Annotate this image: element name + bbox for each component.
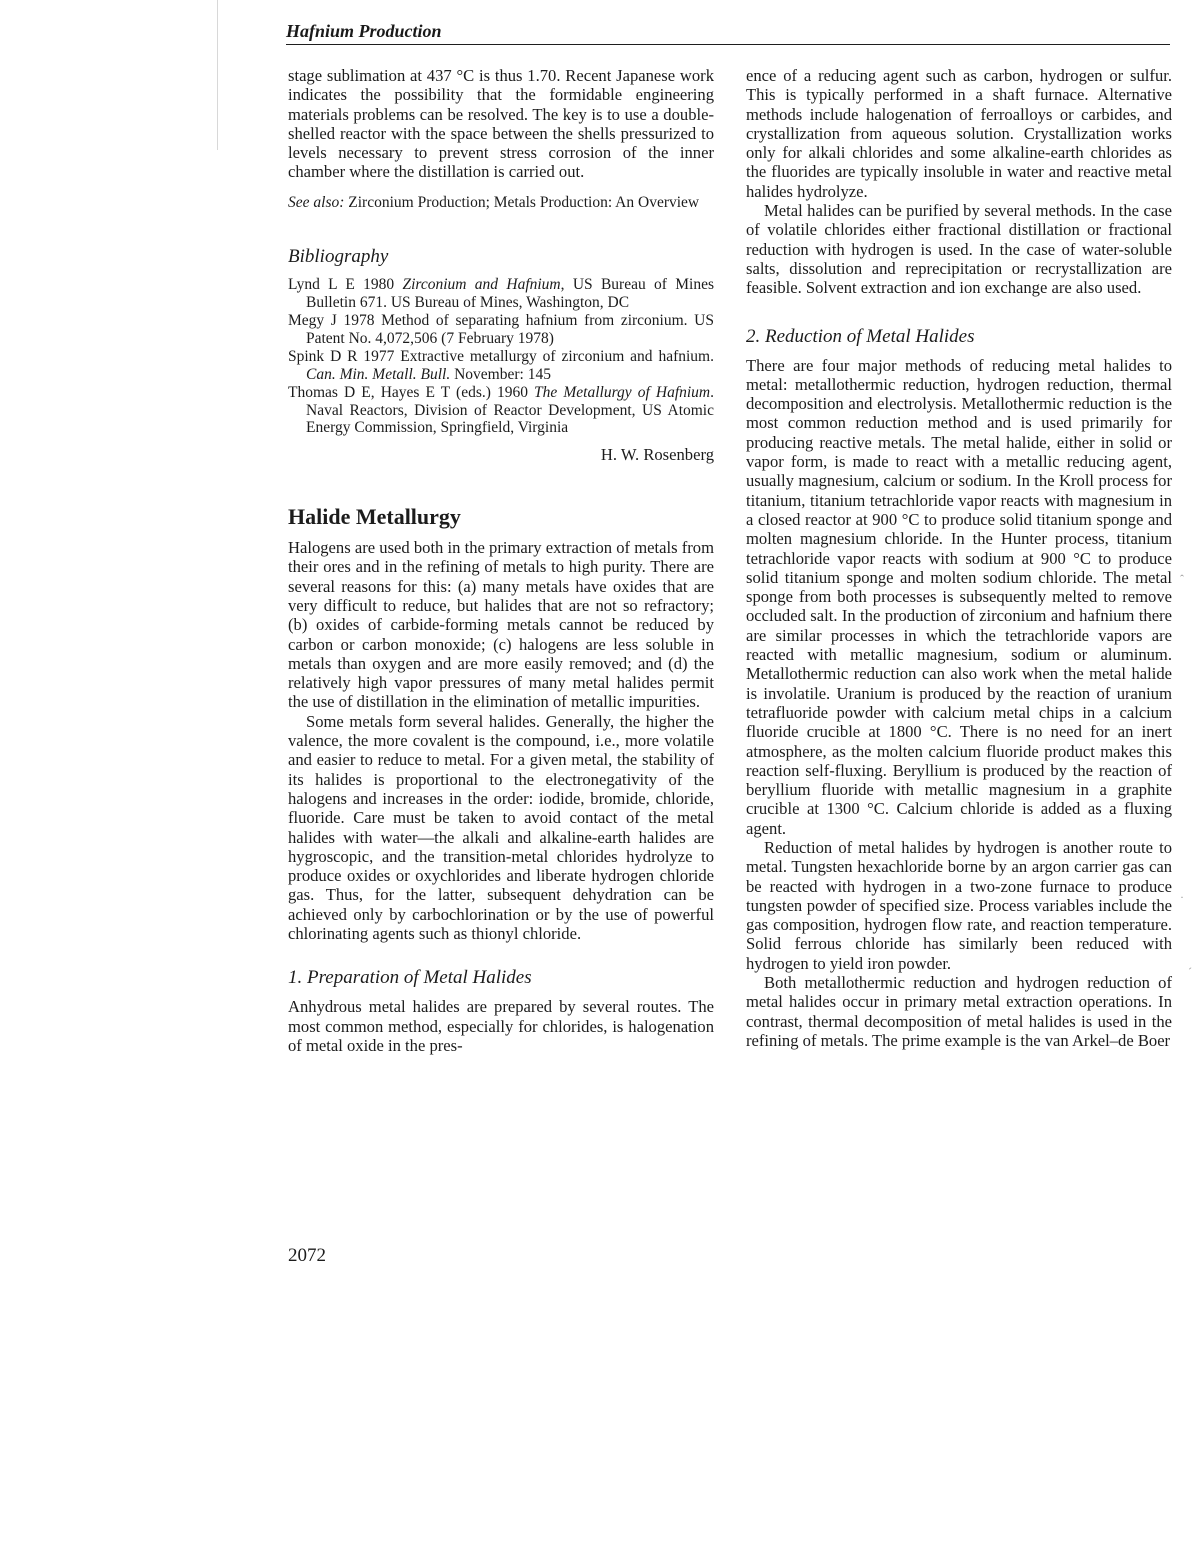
bib-text: Megy J 1978 Method of separating hafnium from zirconium. US Patent No. 4,072,506 (7 February 1978) bbox=[288, 312, 714, 347]
body-paragraph: ence of a reducing agent such as carbon, hydrogen or sulfur. This is typically performed in a shaft furnace. Alternative methods include halogenation of ferroalloys or carbides, and crystallization from aqueous solution. Crystallization works only for alkali chlorides and some alkaline-earth chlorides as the fluorides are typically insoluble in water and reactive metal halides hydrolyze. bbox=[746, 66, 1172, 201]
scan-speck: ˆ bbox=[1180, 572, 1184, 586]
bib-title: Can. Min. Metall. Bull. bbox=[306, 365, 451, 383]
body-paragraph: Both metallothermic reduction and hydrogen reduction of metal halides occur in primary metal extraction operations. In contrast, thermal decomposition of metal halides is used in the refining of metals. The prime example is the van Arkel–de Boer bbox=[746, 973, 1172, 1050]
bibliography-heading: Bibliography bbox=[288, 246, 389, 268]
page-header bbox=[286, 20, 1170, 45]
section-heading: 2. Reduction of Metal Halides bbox=[746, 325, 975, 347]
bibliography-entry bbox=[288, 348, 714, 383]
header-rule bbox=[286, 44, 1170, 45]
scan-speck: ˊ bbox=[1188, 965, 1192, 979]
body-paragraph: Some metals form several halides. Generally, the higher the valence, the more covalent is the compound, i.e., more volatile and easier to reduce to metal. For a given metal, the stability of its halides is proportional to the electronegativity of the halogens and increases in the order: iodide, bromide, chloride, fluoride. Care must be taken to avoid contact of the metal halides with water—the alkali and alkaline-earth halides are hygroscopic, and the transition-metal chlorides hydrolyze to produce oxides or oxychlorides and liberate hydrogen chloride gas. Thus, for the latter, subsequent dehydration can be achieved only by carbochlorination or by the use of powerful chlorinating agents such as thionyl chloride. bbox=[288, 711, 714, 944]
page-number: 2072 bbox=[288, 1245, 326, 1266]
article-title: Halide Metallurgy bbox=[288, 504, 461, 530]
bib-text: Lynd L E 1980 bbox=[288, 276, 403, 294]
running-head: Hafnium Production bbox=[286, 21, 442, 41]
bibliography-entry bbox=[288, 276, 714, 311]
body-paragraph: Halogens are used both in the primary extraction of metals from their ores and in the refining of metals to high purity. There are several reasons for this: (a) many metals have oxides that are very difficult to reduce, but halides that are not so refractory; (b) oxides of carbide-forming metals cannot be reduced by carbon or carbon monoxide; (c) halogens are less soluble in metals than oxygen and are more easily removed; and (d) the relatively high vapor pressures of many metal halides permit the use of distillation in the elimination of metallic impurities. bbox=[288, 538, 714, 712]
bib-text: , US Bureau of Mines Bulletin 671. US Bureau of Mines, Washington, DC bbox=[306, 276, 714, 311]
see-also bbox=[288, 194, 714, 213]
bib-title: The Metallurgy of Hafnium bbox=[534, 384, 711, 402]
bibliography-entry bbox=[288, 384, 714, 437]
author-signature: H. W. Rosenberg bbox=[600, 444, 714, 464]
scan-speck: · bbox=[1180, 890, 1184, 904]
bib-text: November: 145 bbox=[450, 365, 551, 383]
bib-text: . Naval Reactors, Division of Reactor Development, US Atomic Energy Commission, Springfield, Virginia bbox=[306, 384, 714, 437]
see-also-text: Zirconium Production; Metals Production: An Overview bbox=[348, 193, 700, 211]
bibliography-list bbox=[288, 276, 714, 437]
bib-text: Thomas D E, Hayes E T (eds.) 1960 bbox=[288, 384, 535, 402]
body-paragraph: There are four major methods of reducing metal halides to metal: metallothermic reduction, hydrogen reduction, thermal decomposition and electrolysis. Metallothermic reduction is the most common reduction method and is used primarily for producing reactive metals. The metal halide, either in solid or vapor form, is made to react with a metallic reducing agent, usually magnesium, calcium or sodium. In the Kroll process for titanium, titanium tetrachloride vapor reacts with magnesium in a closed reactor at 900 °C to produce solid titanium sponge and molten magnesium chloride. In the Hunter process, titanium tetrachloride vapor reacts with sodium at 900 °C to produce solid titanium sponge and molten sodium chloride. The metal sponge from both processes is subsequently melted to remove occluded salt. In the production of zirconium and hafnium there are similar processes in which the tetrachloride vapors are reacted with metallic magnesium, sodium or aluminum. Metallothermic reduction can also work when the metal halide is involatile. Uranium is produced by the reaction of uranium tetrafluoride powder with calcium metal chips in a calcium fluoride crucible at 1800 °C. There is no need for an inert atmosphere, as the molten calcium fluoride product makes this reaction self-fluxing. Beryllium is produced by the reaction of beryllium fluoride with metallic magnesium in a graphite crucible at 1300 °C. Calcium chloride is added as a fluxing agent. bbox=[746, 355, 1172, 838]
scan-edge-line bbox=[217, 0, 218, 150]
see-also-label: See also: bbox=[288, 193, 345, 211]
bib-text: Spink D R 1977 Extractive metallurgy of zirconium and hafnium. bbox=[288, 348, 714, 366]
body-paragraph: Reduction of metal halides by hydrogen is another route to metal. Tungsten hexachloride borne by an argon carrier gas can be reacted with hydrogen in a two-zone furnace to produce tungsten powder of specified size. Process variables include the gas composition, hydrogen flow rate, and reaction temperature. Solid ferrous chloride has similarly been reduced with hydrogen to yield iron powder. bbox=[746, 837, 1172, 973]
body-paragraph: Anhydrous metal halides are prepared by several routes. The most common method, especially for chlorides, is halogenation of metal oxide in the pres- bbox=[288, 997, 714, 1055]
intro-paragraph: stage sublimation at 437 °C is thus 1.70. Recent Japanese work indicates the possibility that the formidable engineering materials problems can be resolved. The key is to use a double-shelled reactor with the space between the shells pressurized to levels necessary to prevent stress corrosion of the inner chamber where the distillation is carried out. bbox=[288, 66, 714, 182]
left-column bbox=[288, 66, 714, 1055]
right-column bbox=[746, 66, 1172, 1050]
bibliography-entry bbox=[288, 312, 714, 347]
section-heading: 1. Preparation of Metal Halides bbox=[288, 967, 532, 989]
bib-title: Zirconium and Hafnium bbox=[402, 276, 561, 294]
body-paragraph: Metal halides can be purified by several methods. In the case of volatile chlorides either fractional distillation or fractional reduction with hydrogen is used. In the case of water-soluble salts, dissolution and reprecipitation or recrystallization are feasible. Solvent extraction and ion exchange are also used. bbox=[746, 201, 1172, 298]
